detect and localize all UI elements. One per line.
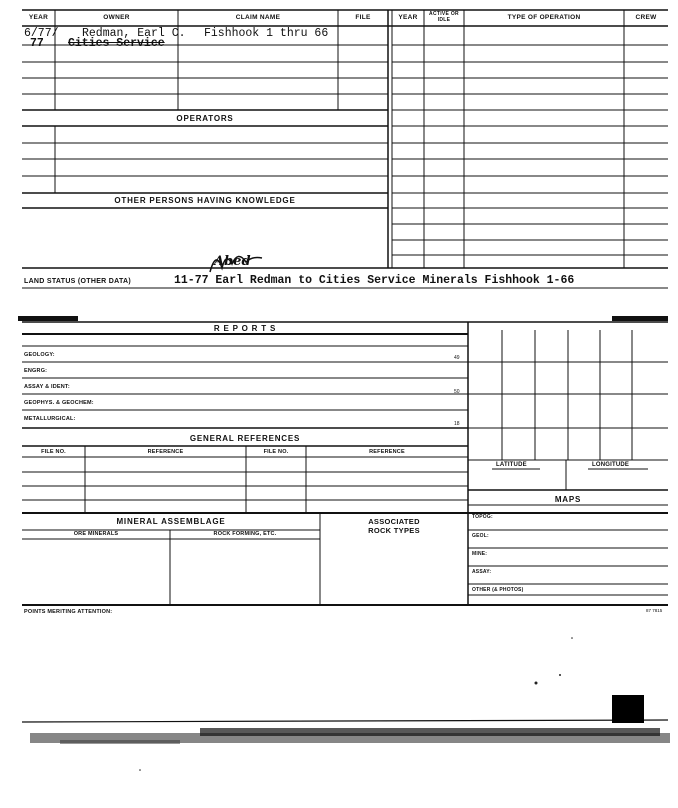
header-active-idle: ACTIVE OR IDLE xyxy=(429,11,459,23)
header-year-2: YEAR xyxy=(398,14,418,21)
longitude-label: LONGITUDE xyxy=(592,462,630,468)
col-reference-2: REFERENCE xyxy=(369,449,405,455)
report-engrg-label: ENGRG: xyxy=(24,368,48,374)
col-reference: REFERENCE xyxy=(147,449,184,455)
maps-geol-label: GEOL: xyxy=(472,533,489,539)
report-metallurgical-num: 18 xyxy=(454,421,460,427)
header-crew: CREW xyxy=(635,14,657,21)
general-references-title: GENERAL REFERENCES xyxy=(189,434,301,443)
operators-label: OPERATORS xyxy=(176,114,234,123)
report-metallurgical-label: METALLURGICAL: xyxy=(24,416,76,422)
report-geology-label: GEOLOGY: xyxy=(24,352,55,358)
header-file: FILE xyxy=(355,14,371,21)
maps-title: MAPS xyxy=(554,495,582,504)
mineral-assemblage-title: MINERAL ASSEMBLAGE xyxy=(116,517,226,526)
rock-types-label: ROCK TYPES xyxy=(368,526,420,535)
maps-mine-label: MINE: xyxy=(472,551,488,557)
entry-year-1: 6/77/ xyxy=(24,27,59,40)
latitude-label: LATITUDE xyxy=(496,462,527,468)
header-year: YEAR xyxy=(28,14,49,21)
associated-label: ASSOCIATED xyxy=(368,517,420,526)
scan-noise-band xyxy=(22,637,670,771)
land-status-label: LAND STATUS (OTHER DATA) xyxy=(24,278,132,285)
entry-year-2: 77 xyxy=(30,37,44,50)
entry-owner-2: Cities Service xyxy=(68,37,165,50)
maps-other-label: OTHER (& PHOTOS) xyxy=(472,587,524,593)
header-claim-name: CLAIM NAME xyxy=(235,14,281,21)
entry-claim-1: Fishhook 1 thru 66 xyxy=(204,27,329,40)
points-meriting-attention-label: POINTS MERITING ATTENTION: xyxy=(24,609,113,615)
report-geophys-label: GEOPHYS. & GEOCHEM: xyxy=(24,400,94,406)
maps-topog-label: TOPOG: xyxy=(472,514,493,520)
rock-forming-label: ROCK FORMING, ETC. xyxy=(213,531,277,537)
entry-owner-1: Redman, Earl C. xyxy=(82,27,186,40)
header-type-of-operation: TYPE OF OPERATION xyxy=(507,14,581,21)
report-geology-num: 49 xyxy=(454,355,460,361)
land-status-value: 11-77 Earl Redman to Cities Service Minerals Fishhook 1-66 xyxy=(174,274,575,287)
ore-minerals-label: ORE MINERALS xyxy=(73,531,119,537)
report-assay-num: 50 xyxy=(454,389,460,395)
col-file-no: FILE NO. xyxy=(41,449,66,455)
maps-assay-label: ASSAY: xyxy=(472,569,492,575)
reports-title: R E P O R T S xyxy=(213,324,277,333)
report-assay-label: ASSAY & IDENT: xyxy=(24,384,70,390)
form-number: 87 7815 xyxy=(646,608,663,613)
header-owner: OWNER xyxy=(103,14,130,21)
col-file-no-2: FILE NO. xyxy=(263,449,289,455)
signature-initials: Abed xyxy=(214,254,251,269)
other-persons-label: OTHER PERSONS HAVING KNOWLEDGE xyxy=(114,196,296,205)
